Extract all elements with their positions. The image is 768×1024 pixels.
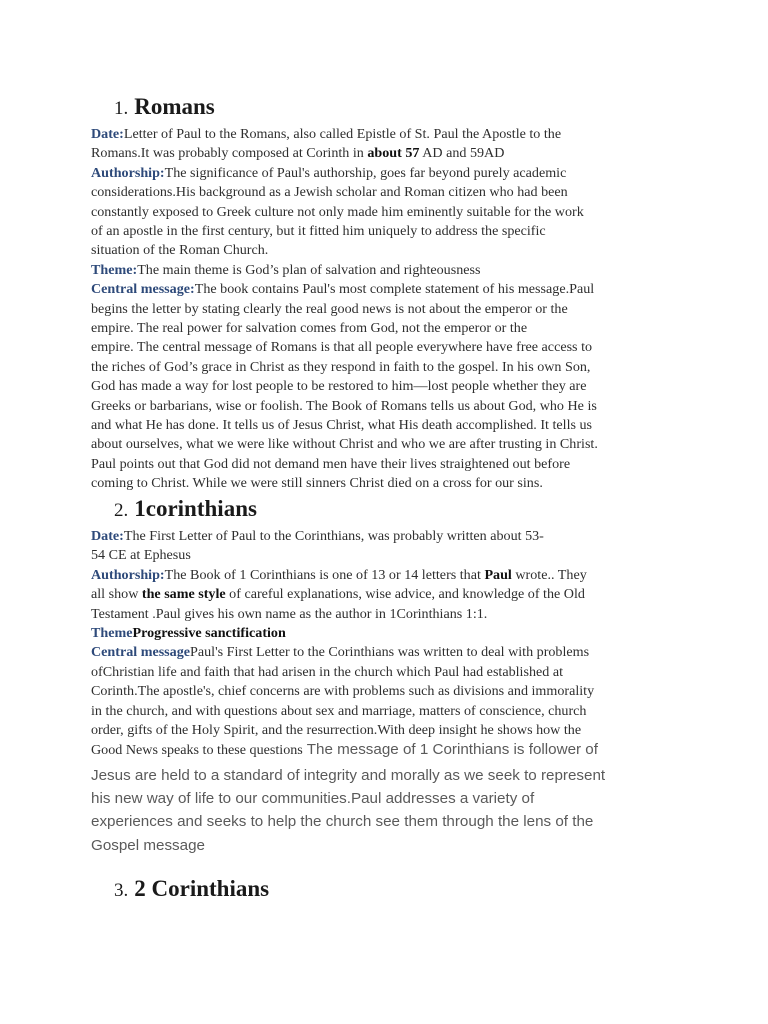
text-line (91, 624, 680, 643)
pasted-sans-line: Gospel message (91, 836, 205, 854)
text-line: coming to Christ. While we were still sinners Christ died on a cross for our sins. (91, 475, 543, 492)
pasted-sans-text: The message of 1 Corinthians is follower of (302, 741, 598, 759)
text-line: and what He has done. It tells us of Jesus Christ, what His death accomplished. It tells us (91, 417, 593, 433)
theme-value: Progressive sanctification (132, 625, 286, 641)
field-label-authorship: Authorship: (91, 566, 165, 583)
field-label-theme: Theme: (91, 261, 138, 278)
field-label-date: Date: (91, 528, 124, 544)
text-line: Theme:The main theme is God’s plan of salvation and righteousness (91, 261, 481, 278)
field-label-central-message: Central message: (91, 281, 195, 298)
section-heading-romans (114, 94, 215, 120)
field-label-theme: Theme (91, 625, 133, 641)
text-line: Date:The First Letter of Paul to the Corinthians, was probably written about 53- (91, 528, 544, 544)
section-title: 2 Corinthians (134, 876, 270, 901)
section-number: 3. (114, 880, 129, 901)
field-label-date: Date: (91, 126, 124, 142)
section-heading-2corinthians (114, 876, 269, 902)
text-line: Date:Letter of Paul to the Romans, also called Epistle of St. Paul the Apostle to the (91, 126, 562, 142)
field-label-authorship: Authorship: (91, 164, 165, 181)
text-line: empire. The real power for salvation comes from God, not the emperor or the (91, 320, 528, 336)
text-line: all show the same style of careful explanations, wise advice, and knowledge of the Old (91, 586, 585, 603)
text-line: begins the letter by stating clearly the real good news is not about the emperor or the (91, 300, 568, 317)
text-line: Corinth.The apostle's, chief concerns are with problems such as divisions and immorality (91, 683, 595, 700)
text-line: Greeks or barbarians, wise or foolish. The Book of Romans tells us about God, who He is (91, 397, 597, 414)
text-line: Testament .Paul gives his own name as the author in 1Corinthians 1:1. (91, 605, 488, 622)
text-line: considerations.His background as a Jewish scholar and Roman citizen who had been (91, 184, 568, 201)
section-title: Romans (134, 94, 215, 119)
text-line: in the church, and with questions about sex and marriage, matters of conscience, church (91, 702, 587, 719)
text-line: Authorship:The Book of 1 Corinthians is one of 13 or 14 letters that Paul wrote.. They (91, 566, 587, 583)
text-line: constantly exposed to Greek culture not only made him eminently suitable for the work (91, 203, 584, 220)
text-line: Romans.It was probably composed at Corinth in about 57 AD and 59AD (91, 145, 505, 162)
section-heading-1corinthians (114, 496, 257, 522)
text-line: Paul points out that God did not demand men have their lives straightened out before (91, 455, 571, 472)
section-number: 1. (114, 98, 129, 119)
text-line: order, gifts of the Holy Spirit, and the resurrection.With deep insight he shows how the (91, 722, 582, 738)
text-line: the riches of God’s grace in Christ as they respond in faith to the gospel. In his own Son, (91, 358, 591, 375)
text-line: Central messagePaul's First Letter to the Corinthians was written to deal with problems (91, 644, 590, 661)
section-number: 2. (114, 500, 129, 521)
text-line: ofChristian life and faith that had arisen in the church which Paul had established at (91, 663, 564, 680)
pasted-sans-line: his new way of life to our communities.Paul addresses a variety of (91, 790, 535, 808)
text-line: God has made a way for lost people to be restored to him—lost people whether they are (91, 378, 587, 395)
text-line: about ourselves, what we were like without Christ and who we are after trusting in Christ. (91, 436, 598, 453)
text-line: Central message:The book contains Paul's most complete statement of his message.Paul (91, 281, 595, 298)
text-line: 54 CE at Ephesus (91, 547, 191, 564)
text-line: Authorship:The significance of Paul's authorship, goes far beyond purely academic (91, 164, 567, 181)
text-line: Good News speaks to these questions The message of 1 Corinthians is follower of (91, 741, 598, 759)
text-line: situation of the Roman Church. (91, 242, 269, 259)
text-line: empire. The central message of Romans is that all people everywhere have free access to (91, 339, 593, 356)
field-label-central-message: Central message (91, 644, 191, 661)
section-title: 1corinthians (134, 496, 257, 521)
pasted-sans-line: experiences and seeks to help the church see them through the lens of the (91, 813, 594, 831)
text-line: of an apostle in the first century, but it fitted him uniquely to address the specific (91, 223, 546, 239)
pasted-sans-line: Jesus are held to a standard of integrity and morally as we seek to represent (91, 767, 606, 784)
